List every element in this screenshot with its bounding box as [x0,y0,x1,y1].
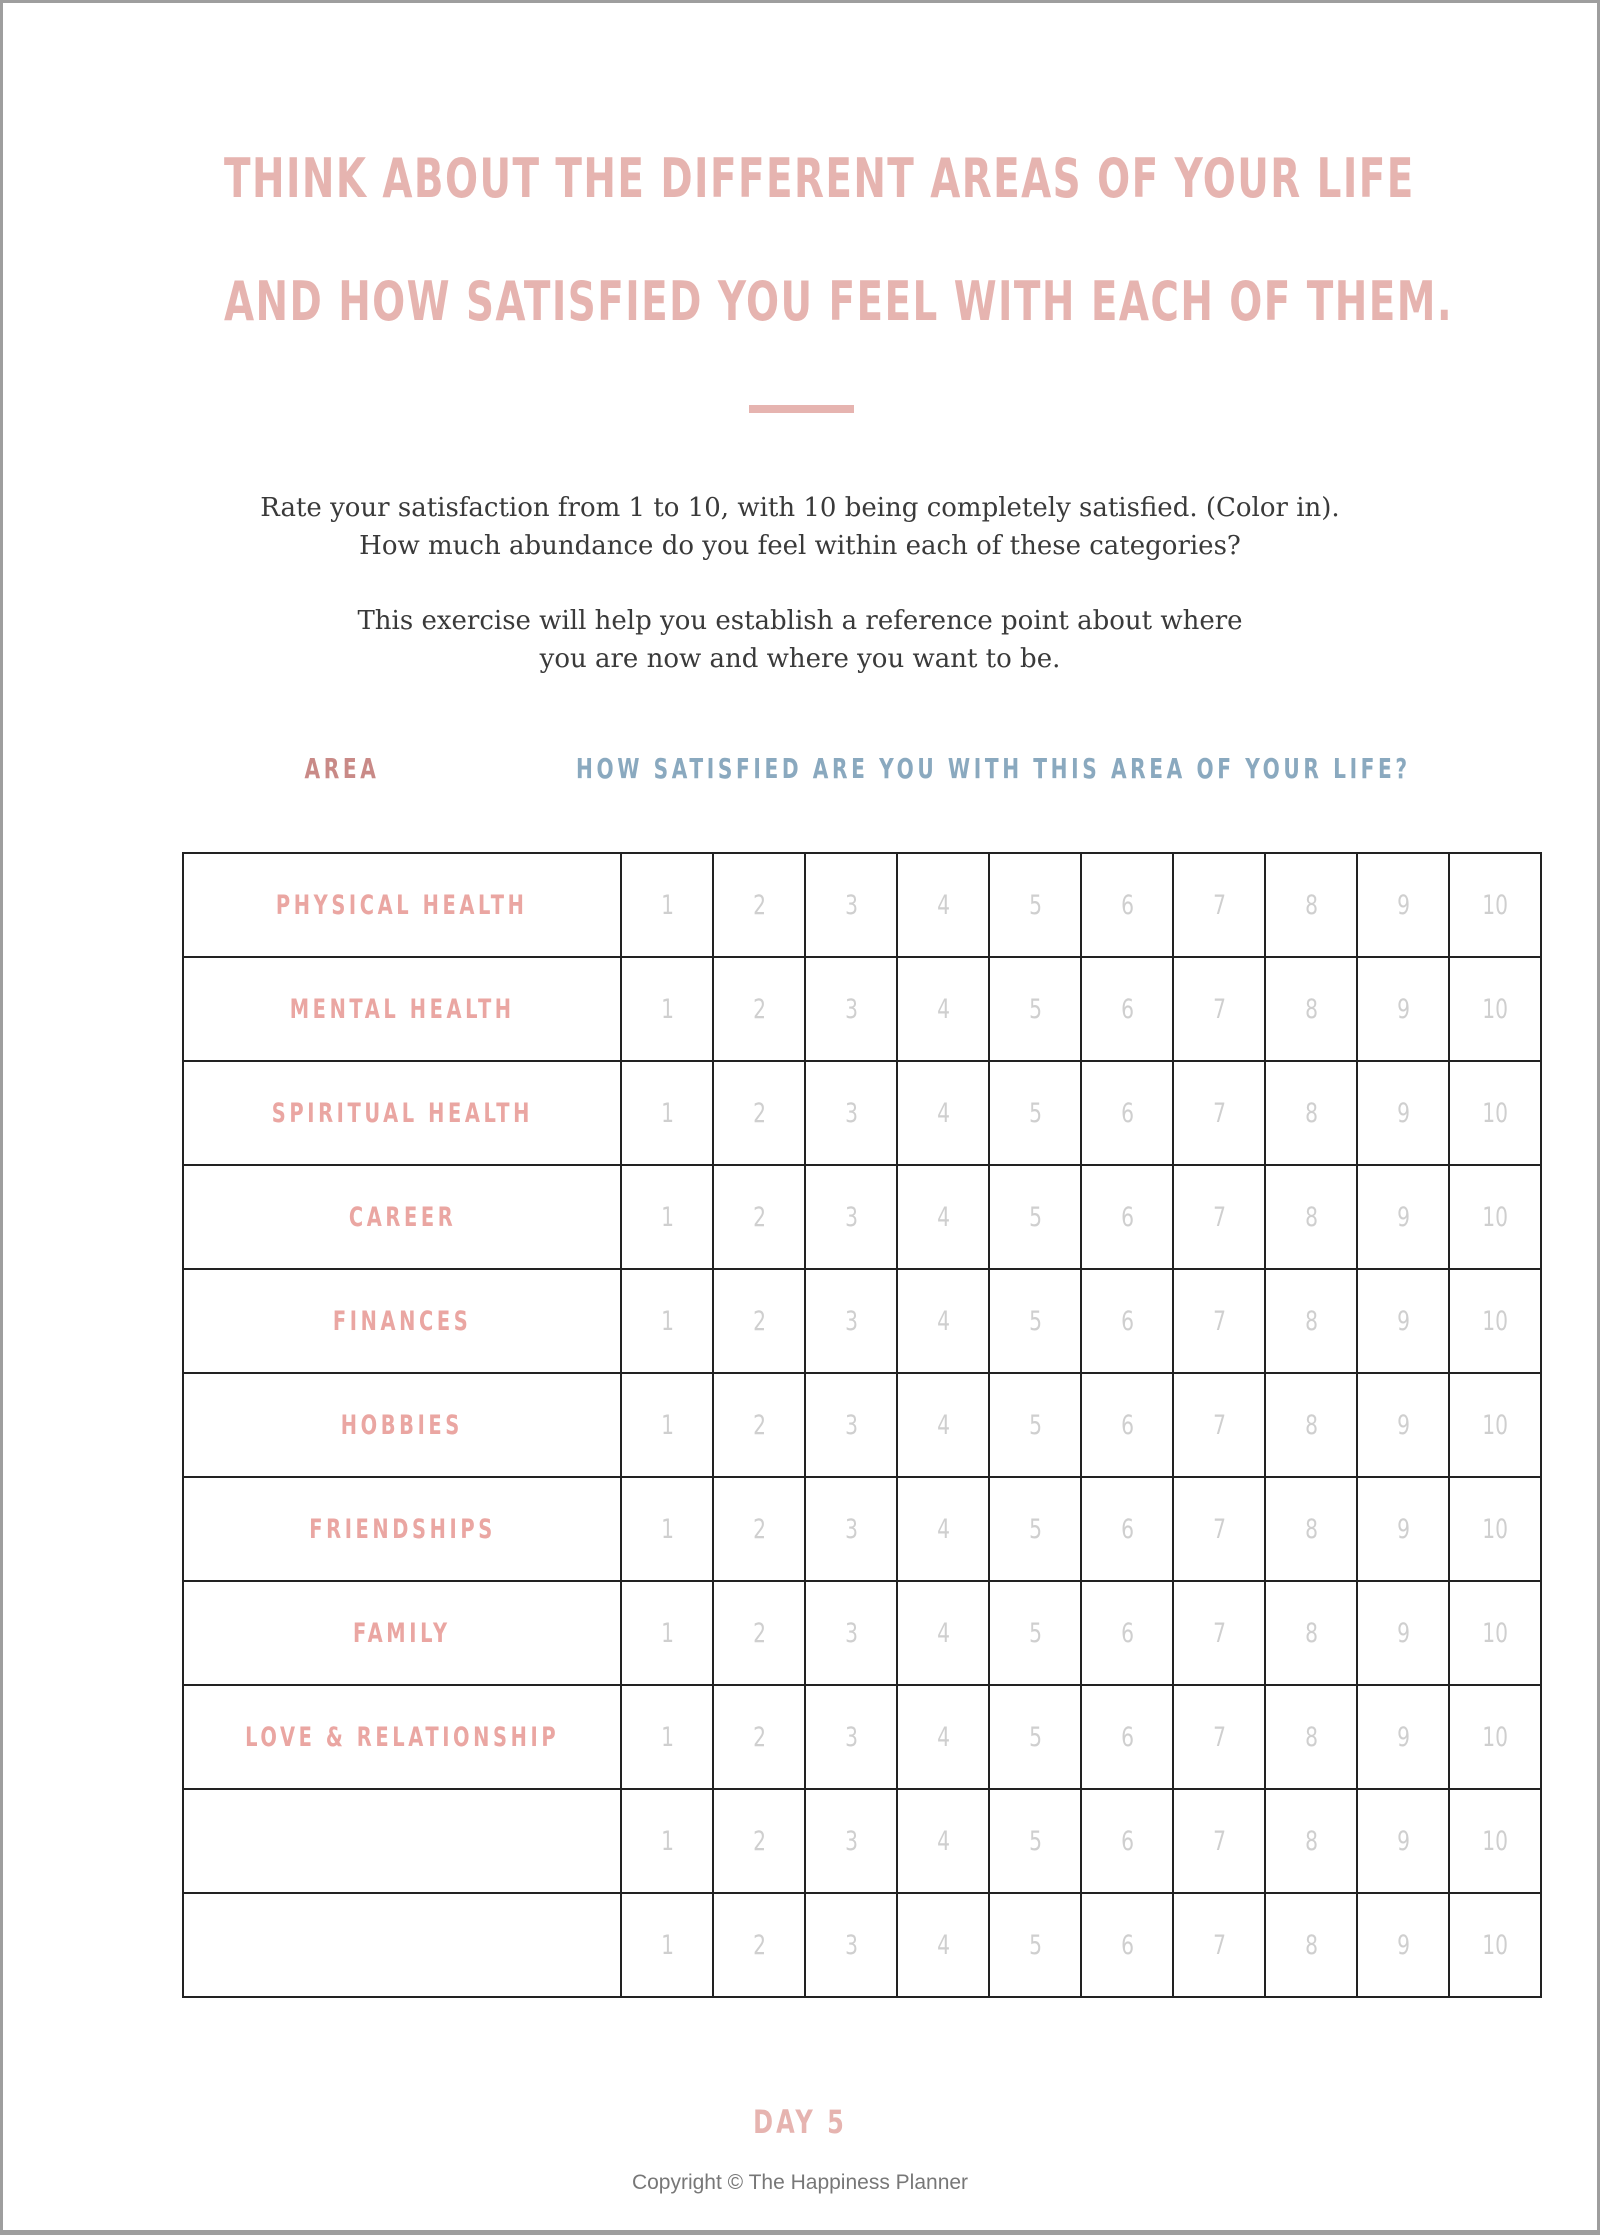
rating-cell[interactable] [989,1269,1081,1373]
rating-cell[interactable] [1265,1373,1357,1477]
satisfaction-column-header: HOW SATISFIED ARE YOU WITH THIS AREA OF YOUR LIFE? [576,752,1411,785]
rating-number: 3 [844,1201,858,1233]
area-cell[interactable] [183,1789,621,1893]
rating-cell[interactable] [1449,1477,1541,1581]
rating-cell[interactable] [897,853,989,957]
rating-number: 5 [1028,889,1042,921]
rating-number: 5 [1028,1721,1042,1753]
rating-number: 3 [844,1097,858,1129]
rating-cell[interactable] [1081,1477,1173,1581]
rating-number: 8 [1304,1409,1318,1441]
rating-number: 2 [752,889,766,921]
rating-cell[interactable] [713,853,805,957]
rating-number: 4 [936,1929,950,1961]
intro-paragraph-2 [0,602,1600,678]
rating-cell[interactable] [713,1373,805,1477]
rating-cell[interactable] [621,1685,713,1789]
area-cell[interactable] [183,1893,621,1997]
table-row [183,1269,1541,1373]
rating-number: 2 [752,1305,766,1337]
rating-number: 2 [752,1201,766,1233]
rating-number: 6 [1120,1097,1134,1129]
rating-number: 5 [1028,1097,1042,1129]
rating-cell[interactable] [1265,1269,1357,1373]
rating-number: 4 [936,1201,950,1233]
rating-number: 9 [1396,1825,1410,1857]
table-row [183,1061,1541,1165]
rating-number: 2 [752,1617,766,1649]
rating-number: 7 [1212,1201,1226,1233]
rating-cell[interactable] [1265,1165,1357,1269]
table-row [183,1581,1541,1685]
rating-number: 9 [1396,1097,1410,1129]
rating-number: 6 [1120,1825,1134,1857]
area-label: LOVE & RELATIONSHIP [245,1721,560,1753]
rating-number: 1 [660,1825,674,1857]
rating-number: 4 [936,889,950,921]
rating-cell[interactable] [897,1269,989,1373]
rating-cell[interactable] [1265,1477,1357,1581]
rating-cell[interactable] [1081,957,1173,1061]
rating-number: 5 [1028,1617,1042,1649]
rating-cell[interactable] [805,1581,897,1685]
rating-number: 1 [660,1305,674,1337]
rating-cell[interactable] [989,1685,1081,1789]
rating-cell[interactable] [1449,1685,1541,1789]
rating-number: 1 [660,1513,674,1545]
rating-cell[interactable] [989,1165,1081,1269]
rating-cell[interactable] [621,1165,713,1269]
rating-number: 1 [660,889,674,921]
rating-number: 7 [1212,1825,1226,1857]
rating-number: 3 [844,1513,858,1545]
rating-cell[interactable] [1173,1373,1265,1477]
table-row [183,957,1541,1061]
rating-cell[interactable] [1357,853,1449,957]
rating-number: 6 [1120,1617,1134,1649]
rating-number: 5 [1028,1201,1042,1233]
rating-cell[interactable] [1357,1165,1449,1269]
rating-cell[interactable] [1357,1789,1449,1893]
table-row [183,1685,1541,1789]
rating-cell[interactable] [1081,1685,1173,1789]
area-cell[interactable] [183,1373,621,1477]
rating-number: 6 [1120,1409,1134,1441]
rating-cell[interactable] [805,1477,897,1581]
rating-cell[interactable] [1173,1581,1265,1685]
rating-number: 9 [1396,993,1410,1025]
rating-cell[interactable] [897,1581,989,1685]
rating-number: 10 [1482,1097,1509,1129]
rating-cell[interactable] [621,1373,713,1477]
rating-number: 10 [1482,1617,1509,1649]
rating-cell[interactable] [1081,1789,1173,1893]
rating-number: 1 [660,1929,674,1961]
rating-number: 8 [1304,1825,1318,1857]
rating-cell[interactable] [1081,1165,1173,1269]
rating-cell[interactable] [805,1685,897,1789]
rating-number: 5 [1028,1929,1042,1961]
table-row [183,1373,1541,1477]
divider [749,405,854,413]
rating-number: 10 [1482,1305,1509,1337]
rating-cell[interactable] [1449,1269,1541,1373]
rating-number: 9 [1396,1721,1410,1753]
rating-cell[interactable] [989,1061,1081,1165]
intro-line: This exercise will help you establish a reference point about where [357,606,1243,636]
rating-cell[interactable] [713,957,805,1061]
rating-cell[interactable] [1357,1477,1449,1581]
rating-number: 10 [1482,1721,1509,1753]
rating-number: 8 [1304,1201,1318,1233]
rating-cell[interactable] [621,1269,713,1373]
rating-number: 10 [1482,993,1509,1025]
table-row [183,1165,1541,1269]
rating-number: 5 [1028,1409,1042,1441]
rating-cell[interactable] [713,1061,805,1165]
rating-cell[interactable] [621,1893,713,1997]
table-row [183,1893,1541,1997]
rating-number: 3 [844,1721,858,1753]
area-label: FINANCES [332,1305,472,1337]
area-label: FRIENDSHIPS [308,1513,496,1545]
rating-number: 1 [660,993,674,1025]
rating-cell[interactable] [1173,1685,1265,1789]
rating-cell[interactable] [713,1269,805,1373]
rating-cell[interactable] [713,1477,805,1581]
rating-number: 9 [1396,1409,1410,1441]
headline-line-1: THINK ABOUT THE DIFFERENT AREAS OF YOUR LIFE [224,147,1415,210]
rating-cell[interactable] [1449,1789,1541,1893]
rating-number: 4 [936,1097,950,1129]
rating-cell[interactable] [621,1789,713,1893]
rating-number: 9 [1396,1201,1410,1233]
rating-cell[interactable] [1449,1581,1541,1685]
rating-cell[interactable] [989,853,1081,957]
intro-line: Rate your satisfaction from 1 to 10, with 10 being completely satisfied. (Color in). [260,493,1340,523]
rating-cell[interactable] [1265,957,1357,1061]
rating-number: 4 [936,1305,950,1337]
rating-number: 5 [1028,1825,1042,1857]
rating-cell[interactable] [805,1893,897,1997]
rating-number: 3 [844,1825,858,1857]
rating-cell[interactable] [805,1061,897,1165]
rating-number: 7 [1212,1097,1226,1129]
rating-cell[interactable] [1173,1893,1265,1997]
rating-number: 6 [1120,1513,1134,1545]
rating-number: 4 [936,993,950,1025]
area-cell[interactable] [183,1061,621,1165]
copyright-notice: Copyright © The Happiness Planner [631,2171,969,2194]
table-row [183,1477,1541,1581]
rating-number: 9 [1396,889,1410,921]
rating-number: 5 [1028,1305,1042,1337]
table-row [183,1789,1541,1893]
intro-paragraph-1 [0,489,1600,565]
rating-number: 8 [1304,1097,1318,1129]
rating-cell[interactable] [1081,1373,1173,1477]
rating-cell[interactable] [805,1373,897,1477]
rating-number: 3 [844,1409,858,1441]
rating-cell[interactable] [989,1789,1081,1893]
rating-number: 1 [660,1097,674,1129]
rating-cell[interactable] [897,1789,989,1893]
rating-cell[interactable] [897,1893,989,1997]
rating-cell[interactable] [621,1061,713,1165]
rating-number: 10 [1482,1201,1509,1233]
rating-cell[interactable] [1449,1893,1541,1997]
area-cell[interactable] [183,1165,621,1269]
rating-number: 1 [660,1201,674,1233]
rating-number: 6 [1120,1201,1134,1233]
rating-cell[interactable] [989,1373,1081,1477]
rating-table-body [183,853,1541,1997]
rating-cell[interactable] [1265,1789,1357,1893]
rating-cell[interactable] [1265,853,1357,957]
rating-number: 9 [1396,1513,1410,1545]
rating-cell[interactable] [1265,1581,1357,1685]
area-cell[interactable] [183,853,621,957]
area-label: CAREER [348,1201,456,1233]
area-label: SPIRITUAL HEALTH [271,1097,533,1129]
rating-number: 8 [1304,1721,1318,1753]
rating-cell[interactable] [621,1477,713,1581]
rating-number: 1 [660,1617,674,1649]
rating-cell[interactable] [897,1373,989,1477]
rating-cell[interactable] [1357,1373,1449,1477]
rating-number: 4 [936,1721,950,1753]
rating-number: 3 [844,1617,858,1649]
rating-number: 2 [752,1409,766,1441]
rating-number: 3 [844,1305,858,1337]
rating-cell[interactable] [989,1581,1081,1685]
intro-line: How much abundance do you feel within each of these categories? [359,531,1241,561]
rating-cell[interactable] [989,957,1081,1061]
area-cell[interactable] [183,1685,621,1789]
rating-number: 7 [1212,1513,1226,1545]
rating-number: 7 [1212,1721,1226,1753]
rating-cell[interactable] [1449,853,1541,957]
rating-number: 8 [1304,889,1318,921]
rating-cell[interactable] [1357,957,1449,1061]
rating-number: 10 [1482,1409,1509,1441]
rating-cell[interactable] [805,853,897,957]
rating-cell[interactable] [1173,1061,1265,1165]
intro-line: you are now and where you want to be. [539,644,1061,674]
area-label: HOBBIES [341,1409,464,1441]
area-cell[interactable] [183,1477,621,1581]
rating-cell[interactable] [805,1269,897,1373]
rating-number: 8 [1304,1513,1318,1545]
rating-number: 1 [660,1721,674,1753]
rating-cell[interactable] [1265,1893,1357,1997]
rating-number: 6 [1120,1305,1134,1337]
rating-number: 2 [752,1097,766,1129]
rating-cell[interactable] [1357,1893,1449,1997]
rating-cell[interactable] [1081,853,1173,957]
rating-number: 2 [752,1513,766,1545]
rating-number: 7 [1212,889,1226,921]
rating-cell[interactable] [1081,1893,1173,1997]
rating-number: 2 [752,993,766,1025]
rating-cell[interactable] [1449,1165,1541,1269]
rating-cell[interactable] [1265,1061,1357,1165]
rating-number: 2 [752,1825,766,1857]
rating-number: 3 [844,889,858,921]
rating-number: 9 [1396,1929,1410,1961]
rating-number: 1 [660,1409,674,1441]
area-label: PHYSICAL HEALTH [276,889,528,921]
rating-number: 2 [752,1721,766,1753]
rating-number: 4 [936,1513,950,1545]
rating-cell[interactable] [713,1581,805,1685]
rating-number: 7 [1212,1929,1226,1961]
rating-cell[interactable] [1173,1269,1265,1373]
rating-number: 10 [1482,889,1509,921]
rating-number: 10 [1482,1513,1509,1545]
rating-number: 4 [936,1825,950,1857]
rating-cell[interactable] [1449,1061,1541,1165]
rating-cell[interactable] [1265,1685,1357,1789]
rating-cell[interactable] [897,1477,989,1581]
day-label: DAY 5 [753,2103,847,2141]
rating-number: 8 [1304,993,1318,1025]
area-column-header: AREA [304,752,380,785]
rating-cell[interactable] [1081,1269,1173,1373]
rating-cell[interactable] [805,1165,897,1269]
rating-cell[interactable] [897,1685,989,1789]
rating-cell[interactable] [713,1685,805,1789]
rating-number: 6 [1120,889,1134,921]
rating-number: 2 [752,1929,766,1961]
rating-cell[interactable] [1081,1581,1173,1685]
rating-cell[interactable] [621,853,713,957]
headline-line-2: AND HOW SATISFIED YOU FEEL WITH EACH OF THEM. [224,270,1454,333]
rating-number: 7 [1212,1409,1226,1441]
rating-cell[interactable] [897,1061,989,1165]
rating-cell[interactable] [1449,1373,1541,1477]
satisfaction-rating-table [182,852,1542,1998]
rating-cell[interactable] [1449,957,1541,1061]
rating-cell[interactable] [805,957,897,1061]
rating-cell[interactable] [713,1789,805,1893]
rating-number: 8 [1304,1305,1318,1337]
rating-number: 7 [1212,993,1226,1025]
rating-cell[interactable] [1173,853,1265,957]
rating-cell[interactable] [897,957,989,1061]
rating-cell[interactable] [1357,1269,1449,1373]
rating-cell[interactable] [621,957,713,1061]
rating-number: 3 [844,993,858,1025]
rating-cell[interactable] [1173,1789,1265,1893]
rating-number: 8 [1304,1929,1318,1961]
rating-cell[interactable] [1357,1061,1449,1165]
rating-cell[interactable] [1173,957,1265,1061]
rating-cell[interactable] [1081,1061,1173,1165]
area-cell[interactable] [183,1581,621,1685]
rating-number: 10 [1482,1929,1509,1961]
rating-cell[interactable] [1173,1477,1265,1581]
rating-number: 7 [1212,1305,1226,1337]
rating-number: 10 [1482,1825,1509,1857]
rating-number: 9 [1396,1617,1410,1649]
rating-cell[interactable] [805,1789,897,1893]
rating-number: 3 [844,1929,858,1961]
rating-cell[interactable] [1173,1165,1265,1269]
rating-number: 6 [1120,993,1134,1025]
rating-number: 5 [1028,1513,1042,1545]
rating-cell[interactable] [989,1477,1081,1581]
rating-cell[interactable] [897,1165,989,1269]
rating-cell[interactable] [989,1893,1081,1997]
rating-cell[interactable] [1357,1581,1449,1685]
rating-number: 7 [1212,1617,1226,1649]
rating-number: 9 [1396,1305,1410,1337]
rating-cell[interactable] [713,1893,805,1997]
area-label: MENTAL HEALTH [289,993,515,1025]
rating-cell[interactable] [713,1165,805,1269]
rating-number: 6 [1120,1721,1134,1753]
rating-number: 6 [1120,1929,1134,1961]
area-label: FAMILY [353,1617,451,1649]
rating-number: 4 [936,1617,950,1649]
area-cell[interactable] [183,1269,621,1373]
table-row [183,853,1541,957]
rating-number: 5 [1028,993,1042,1025]
rating-number: 4 [936,1409,950,1441]
rating-cell[interactable] [621,1581,713,1685]
area-cell[interactable] [183,957,621,1061]
rating-cell[interactable] [1357,1685,1449,1789]
rating-number: 8 [1304,1617,1318,1649]
